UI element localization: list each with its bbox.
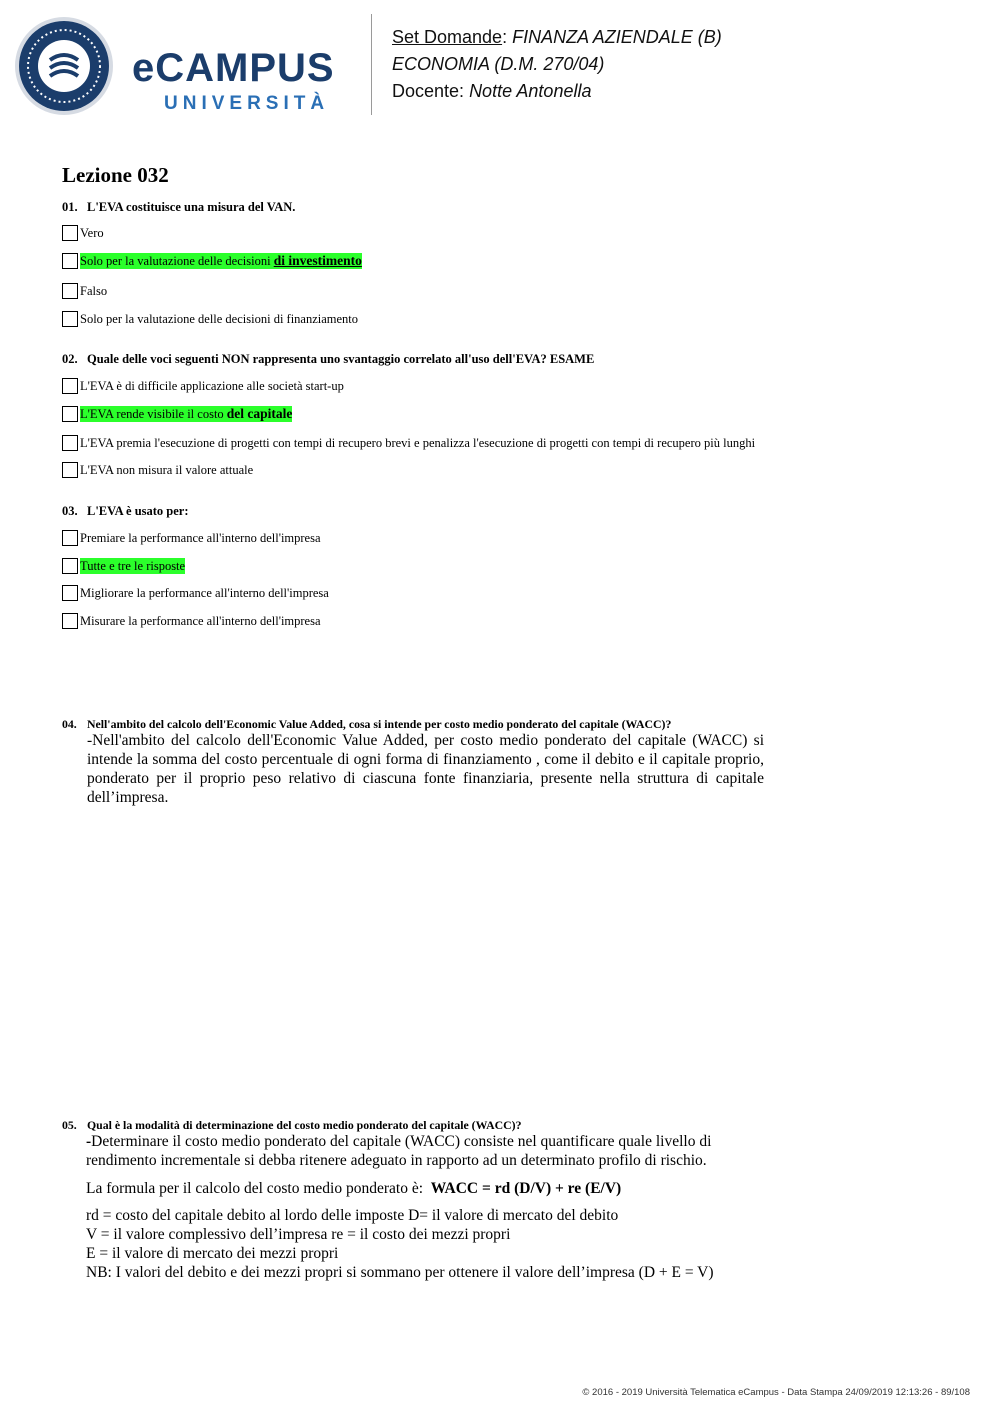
set-label: Set Domande [392,27,503,47]
option-text-correct [80,253,362,269]
legend-line-3: E = il valore di mercato dei mezzi propri [86,1245,339,1262]
checkbox[interactable] [62,225,78,241]
option-text: Migliorare la performance all'interno dell'impresa [80,586,329,600]
set-line: Set Domande: FINANZA AZIENDALE (B) [392,27,722,47]
lesson-title: Lezione 032 [62,163,169,187]
option-text: L'EVA è di difficile applicazione alle società start-up [80,379,344,393]
question-text: Nell'ambito del calcolo dell'Economic Value Added, cosa si intende per costo medio ponderato del capitale (WACC)? [87,717,672,731]
checkbox[interactable] [62,530,78,546]
answer-intro [86,1132,736,1170]
answer-05 [86,1132,736,1282]
option-text-bold: del capitale [226,406,293,421]
answer-dash: - [86,1133,92,1150]
option-text-correct [80,406,292,422]
teacher-value: Notte Antonella [469,81,592,101]
formula-label: La formula per il calcolo del costo medio ponderato è: [86,1180,424,1197]
teacher-line: Docente: Notte Antonella [392,81,592,101]
option-text: L'EVA non misura il valore attuale [80,463,254,477]
set-value: FINANZA AZIENDALE (B) [512,27,722,47]
formula: WACC = rd (D/V) + re (E/V) [430,1180,622,1197]
checkbox[interactable] [62,613,78,629]
question-number: 03. [62,504,78,518]
option-text-part: L'EVA rende visibile il costo [80,407,227,421]
question-02 [62,352,594,367]
checkbox[interactable] [62,558,78,574]
checkbox[interactable] [62,406,78,422]
teacher-label: Docente [392,81,460,101]
question-text: Qual è la modalità di determinazione del costo medio ponderato del capitale (WACC)? [87,1118,522,1132]
option-text: L'EVA premia l'esecuzione di progetti con tempi di recupero brevi e penalizza l'esecuzione di progetti con tempi di recupero più lunghi [80,436,756,450]
question-text: Quale delle voci seguenti NON rappresenta uno svantaggio correlato all'uso dell'EVA? ESAME [87,352,595,366]
question-number: 02. [62,352,78,366]
legend-line-1: rd = costo del capitale debito al lordo delle imposte D= il valore di mercato del debito [86,1207,619,1224]
option-text: Premiare la performance all'interno dell'impresa [80,531,321,545]
question-01 [62,200,295,215]
ecampus-emblem-icon [14,16,114,116]
ecampus-logo [14,16,354,116]
header-divider [371,14,372,115]
checkbox[interactable] [62,435,78,451]
checkbox[interactable] [62,585,78,601]
option-text-part: Solo per la valutazione delle decisioni [80,254,274,268]
option-text: Misurare la performance all'interno dell'impresa [80,614,321,628]
legend-line-4: NB: I valori del debito e dei mezzi propri si sommano per ottenere il valore dell’impresa (D + E = V) [86,1264,714,1281]
logo-subtitle: UNIVERSITÀ [164,93,330,114]
question-text: L'EVA costituisce una misura del VAN. [87,200,296,214]
question-number: 04. [62,717,77,731]
answer-intro-text: Determinare il costo medio ponderato del capitale (WACC) consiste nel quantificare quale livello di rendimento incrementale si debba ritenere adeguato in rapporto ad un determinato profilo di rischio. [86,1133,712,1169]
checkbox[interactable] [62,462,78,478]
option-text-bold: di investimento [273,253,362,268]
checkbox[interactable] [62,311,78,327]
option-text: Falso [80,284,108,298]
question-05 [62,1118,522,1133]
question-03 [62,504,189,519]
header-info [392,24,722,105]
question-number: 01. [62,200,78,214]
answer-text: -Nell'ambito del calcolo dell'Economic Value Added, per costo medio ponderato del capitale (WACC) si intende la somma del costo percentuale di ogni forma di finanziamento , come il debito e il capitale proprio, ponderato per il proprio peso relativo di ciascuna fonte finanziaria, presente nella struttura di capitale dell’impresa. [87,732,764,806]
course-line: ECONOMIA (D.M. 270/04) [392,54,605,74]
question-text: L'EVA è usato per: [87,504,189,518]
checkbox[interactable] [62,378,78,394]
option-text-correct: Tutte e tre le risposte [80,559,186,573]
legend-line-2: V = il valore complessivo dell’impresa re = il costo dei mezzi propri [86,1226,511,1243]
question-number: 05. [62,1118,77,1132]
logo-wordmark: eCAMPUS [132,46,335,90]
checkbox[interactable] [62,283,78,299]
checkbox[interactable] [62,253,78,269]
formula-line [86,1179,736,1198]
answer-04 [87,731,764,807]
question-04 [62,717,671,732]
option-text: Solo per la valutazione delle decisioni di finanziamento [80,312,359,326]
footer: © 2016 - 2019 Università Telematica eCampus - Data Stampa 24/09/2019 12:13:26 - 89/108 [582,1387,970,1398]
option-text: Vero [80,226,104,240]
